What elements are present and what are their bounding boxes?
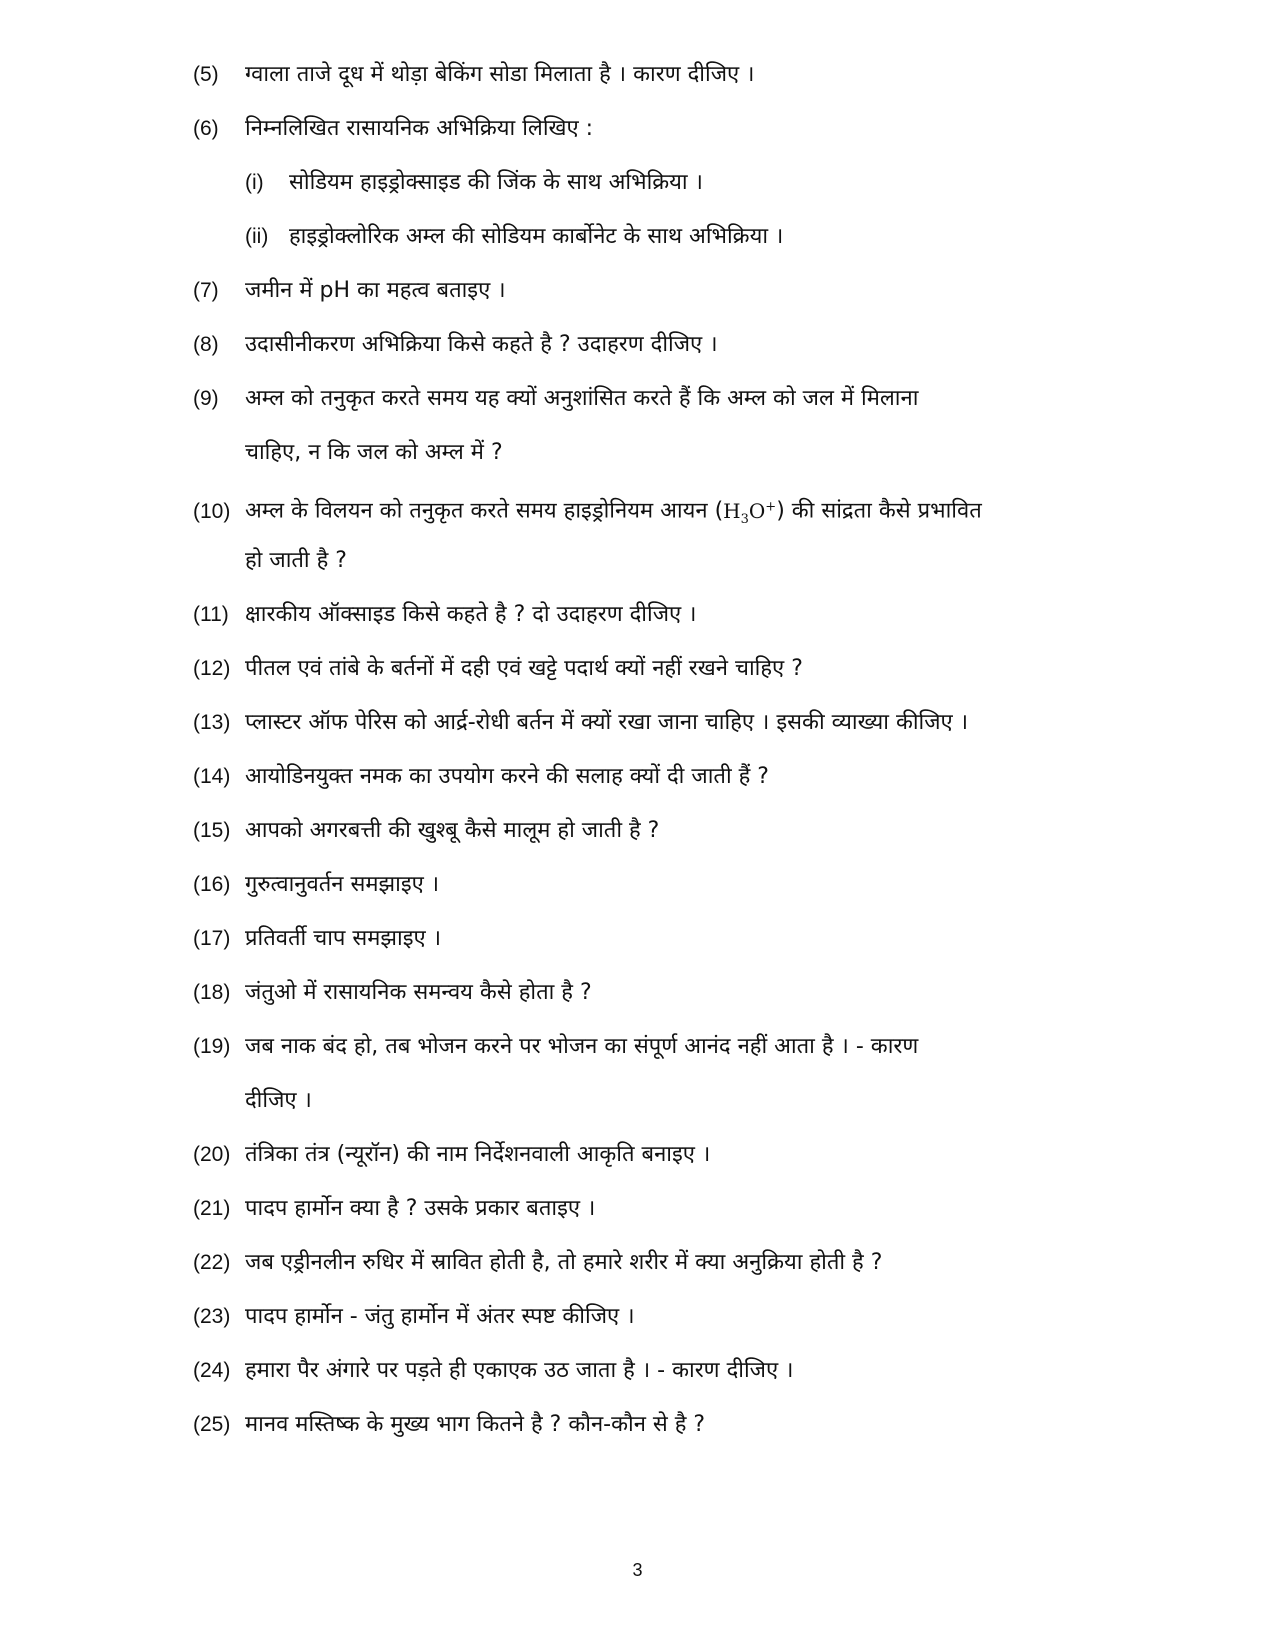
question-13 bbox=[193, 696, 1093, 750]
question-21 bbox=[193, 1182, 1093, 1236]
question-number: (13) bbox=[193, 711, 231, 734]
formula-superscript: + bbox=[765, 499, 777, 514]
question-number: (15) bbox=[193, 819, 231, 842]
question-text: ग्वाला ताजे दूध में थोड़ा बेकिंग सोडा मिलाता है । कारण दीजिए । bbox=[245, 62, 755, 87]
question-22 bbox=[193, 1236, 1093, 1290]
question-text: पादप हार्मोन - जंतु हार्मोन में अंतर स्पष्ट कीजिए । bbox=[245, 1304, 635, 1329]
question-text: मानव मस्तिष्क के मुख्य भाग कितने है ? कौन-कौन से है ? bbox=[245, 1412, 706, 1437]
question-text-continuation: हो जाती है ? bbox=[245, 548, 347, 573]
question-7 bbox=[193, 264, 1093, 318]
question-text: जब नाक बंद हो, तब भोजन करने पर भोजन का संपूर्ण आनंद नहीं आता है । - कारण bbox=[245, 1034, 919, 1059]
subquestion-text: हाइड्रोक्लोरिक अम्ल की सोडियम कार्बोनेट के साथ अभिक्रिया । bbox=[289, 224, 784, 249]
question-text: क्षारकीय ऑक्साइड किसे कहते है ? दो उदाहरण दीजिए । bbox=[245, 602, 697, 627]
question-25 bbox=[193, 1398, 1093, 1452]
question-text: जंतुओ में रासायनिक समन्वय कैसे होता है ? bbox=[245, 980, 592, 1005]
question-number: (8) bbox=[193, 333, 219, 356]
question-17 bbox=[193, 912, 1093, 966]
question-text: हमारा पैर अंगारे पर पड़ते ही एकाएक उठ जाता है । - कारण दीजिए । bbox=[245, 1358, 794, 1383]
formula-subscript: 3 bbox=[740, 511, 749, 527]
question-6-sub-ii bbox=[193, 210, 1093, 264]
hydronium-formula bbox=[723, 498, 777, 527]
question-text: अम्ल को तनुकृत करते समय यह क्यों अनुशांसित करते हैं कि अम्ल को जल में मिलाना bbox=[245, 386, 919, 411]
question-number: (22) bbox=[193, 1251, 231, 1274]
question-number: (23) bbox=[193, 1305, 231, 1328]
question-number: (20) bbox=[193, 1143, 231, 1166]
question-number: (12) bbox=[193, 657, 231, 680]
question-text: निम्नलिखित रासायनिक अभिक्रिया लिखिए : bbox=[245, 116, 594, 141]
question-number: (11) bbox=[193, 603, 229, 626]
formula-h: H bbox=[723, 498, 741, 523]
question-15 bbox=[193, 804, 1093, 858]
question-9 bbox=[193, 372, 1093, 426]
subquestion-text: सोडियम हाइड्रोक्साइड की जिंक के साथ अभिक्रिया । bbox=[289, 170, 703, 195]
question-6-sub-i bbox=[193, 156, 1093, 210]
question-number: (10) bbox=[193, 499, 231, 523]
question-16 bbox=[193, 858, 1093, 912]
question-24 bbox=[193, 1344, 1093, 1398]
question-number: (7) bbox=[193, 279, 219, 302]
question-text: जमीन में pH का महत्व बताइए । bbox=[245, 278, 506, 303]
question-number: (5) bbox=[193, 63, 219, 86]
question-number: (18) bbox=[193, 981, 231, 1004]
question-12 bbox=[193, 642, 1093, 696]
question-18 bbox=[193, 966, 1093, 1020]
question-20 bbox=[193, 1128, 1093, 1182]
question-text: उदासीनीकरण अभिक्रिया किसे कहते है ? उदाहरण दीजिए । bbox=[245, 332, 718, 357]
question-number: (24) bbox=[193, 1359, 231, 1382]
question-11 bbox=[193, 588, 1093, 642]
question-5 bbox=[193, 48, 1093, 102]
question-8 bbox=[193, 318, 1093, 372]
question-text-part-b: ) की सांद्रता कैसे प्रभावित bbox=[776, 498, 982, 524]
question-number: (25) bbox=[193, 1413, 231, 1436]
question-text-continuation: दीजिए । bbox=[245, 1088, 312, 1113]
question-10 bbox=[193, 480, 1093, 534]
question-text-part-a: अम्ल के विलयन को तनुकृत करते समय हाइड्रोनियम आयन ( bbox=[245, 498, 724, 524]
question-text: प्रतिवर्ती चाप समझाइए । bbox=[245, 926, 442, 951]
question-number: (21) bbox=[193, 1197, 231, 1220]
question-list bbox=[193, 48, 1093, 1452]
question-9-continuation bbox=[193, 426, 1093, 480]
formula-o: O bbox=[748, 498, 766, 523]
question-text: पीतल एवं तांबे के बर्तनों में दही एवं खट्टे पदार्थ क्यों नहीं रखने चाहिए ? bbox=[245, 656, 803, 681]
question-number: (16) bbox=[193, 873, 231, 896]
question-text: तंत्रिका तंत्र (न्यूरॉन) की नाम निर्देशनवाली आकृति बनाइए । bbox=[245, 1142, 711, 1167]
question-number: (17) bbox=[193, 927, 231, 950]
question-text: गुरुत्वानुवर्तन समझाइए । bbox=[245, 872, 440, 897]
question-19-continuation bbox=[193, 1074, 1093, 1128]
question-number: (19) bbox=[193, 1035, 231, 1058]
question-text: पादप हार्मोन क्या है ? उसके प्रकार बताइए । bbox=[245, 1196, 596, 1221]
question-number: (6) bbox=[193, 117, 219, 140]
question-number: (14) bbox=[193, 765, 231, 788]
question-10-continuation bbox=[193, 534, 1093, 588]
question-text-continuation: चाहिए, न कि जल को अम्ल में ? bbox=[245, 440, 503, 465]
question-text: आयोडिनयुक्त नमक का उपयोग करने की सलाह क्यों दी जाती हैं ? bbox=[245, 764, 769, 789]
subquestion-number: (ii) bbox=[245, 225, 269, 248]
question-number: (9) bbox=[193, 387, 219, 410]
question-text: आपको अगरबत्ती की खुश्बू कैसे मालूम हो जाती है ? bbox=[245, 818, 660, 843]
question-text: जब एड्रीनलीन रुधिर में स्रावित होती है, तो हमारे शरीर में क्या अनुक्रिया होती है ? bbox=[245, 1250, 883, 1275]
question-19 bbox=[193, 1020, 1093, 1074]
subquestion-number: (i) bbox=[245, 171, 264, 194]
question-23 bbox=[193, 1290, 1093, 1344]
page-number: 3 bbox=[632, 1560, 643, 1580]
question-14 bbox=[193, 750, 1093, 804]
question-6 bbox=[193, 102, 1093, 156]
question-text: प्लास्टर ऑफ पेरिस को आर्द्र-रोधी बर्तन में क्यों रखा जाना चाहिए । इसकी व्याख्या कीजिए । bbox=[245, 710, 969, 735]
